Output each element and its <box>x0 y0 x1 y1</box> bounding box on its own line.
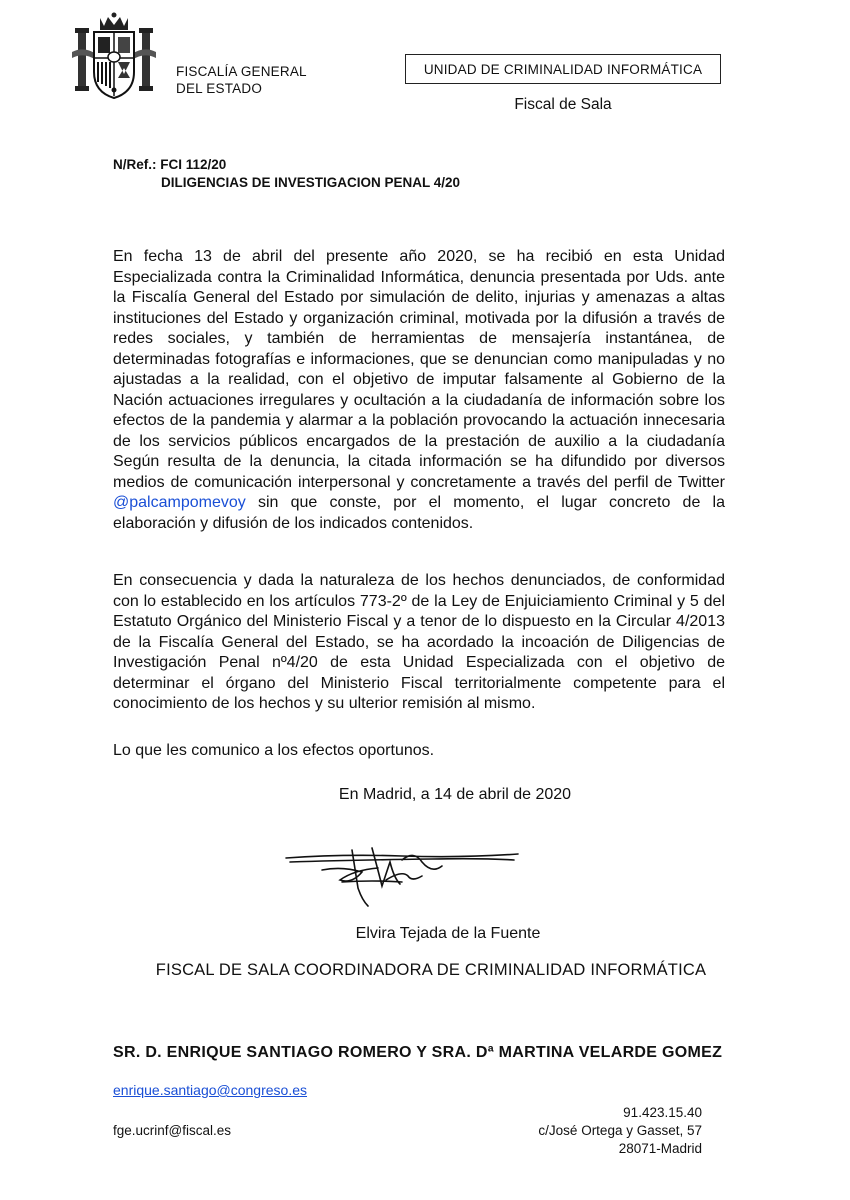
contact-email: fge.ucrinf@fiscal.es <box>113 1123 231 1138</box>
signer-title: FISCAL DE SALA COORDINADORA DE CRIMINALIDAD INFORMÁTICA <box>155 961 707 979</box>
reference-subject: DILIGENCIAS DE INVESTIGACION PENAL 4/20 <box>161 175 461 190</box>
paragraph-3: Lo que les comunico a los efectos oportunos. <box>113 742 435 759</box>
coat-of-arms-icon <box>70 12 158 104</box>
paragraph-2: En consecuencia y dada la naturaleza de los hechos denunciados, de conformidad con lo establecido en los artículos 773-2º de la Ley de Enjuiciamiento Criminal y 5 del Estatuto Orgánico del Ministerio Fiscal y a tenor de lo dispuesto en la Circular 4/2013 de la Fiscalía General del Estado, se ha acordado la incoación de Diligencias de Investigación Penal nº4/20 de esta Unidad Especializada con el objetivo de determinar el órgano del Ministerio Fiscal territorialmente competente para el conocimiento de los hechos y su ulterior remisión al mismo. <box>113 572 725 712</box>
organization-name <box>176 63 307 97</box>
unit-name-box <box>405 54 721 84</box>
address-block <box>538 1104 702 1158</box>
signer-name: Elvira Tejada de la Fuente <box>355 925 541 942</box>
unit-subtitle: Fiscal de Sala <box>514 96 612 113</box>
twitter-handle-link[interactable]: @palcampomevoy <box>113 494 246 511</box>
recipient-names: SR. D. ENRIQUE SANTIAGO ROMERO Y SRA. Dª MARTINA VELARDE GOMEZ <box>113 1044 723 1061</box>
date-place: En Madrid, a 14 de abril de 2020 <box>338 786 572 803</box>
recipient-email-link[interactable]: enrique.santiago@congreso.es <box>113 1082 308 1098</box>
reference-block <box>113 156 460 192</box>
paragraph-1-text-a: En fecha 13 de abril del presente año 2020, se ha recibió en esta Unidad Especializada contra la Criminalidad Informática, denuncia presentada por Uds. ante la Fiscalía General del Estado por simulación de delito, injurias y amenazas a altas instituciones del Estado y organización criminal, motivada por la difusión a través de redes sociales, y también de herramientas de mensajería instantánea, de determinadas fotografías e informaciones, que se denuncian como manipuladas y no ajustadas a la realidad, con el objetivo de imputar falsamente al Gobierno de la Nación actuaciones irregulares y ocultación a la ciudadanía de información sobre los efectos de la pandemia y alarmar a la población provocando la actuación innecesaria de los servicios públicos encargados de la prestación de auxilio a la ciudadanía Según resulta de la denuncia, la citada información se ha difundido por diversos medios de comunicación interpersonal y concretamente a través del perfil de Twitter <box>113 248 725 491</box>
unit-name: UNIDAD DE CRIMINALIDAD INFORMÁTICA <box>423 61 703 77</box>
signature-image <box>282 840 522 910</box>
phone-number: 91.423.15.40 <box>623 1105 702 1120</box>
postal-city: 28071-Madrid <box>618 1141 702 1156</box>
reference-number: N/Ref.: FCI 112/20 <box>113 157 227 172</box>
street-address: c/José Ortega y Gasset, 57 <box>538 1123 702 1138</box>
paragraph-1 <box>113 247 725 534</box>
paragraph-1-text-b: sin que conste, por el momento, el lugar concreto de la elaboración y difusión de los indicados contenidos. <box>113 494 725 532</box>
org-line-1: FISCALÍA GENERAL <box>176 64 307 79</box>
org-line-2: DEL ESTADO <box>176 81 263 96</box>
